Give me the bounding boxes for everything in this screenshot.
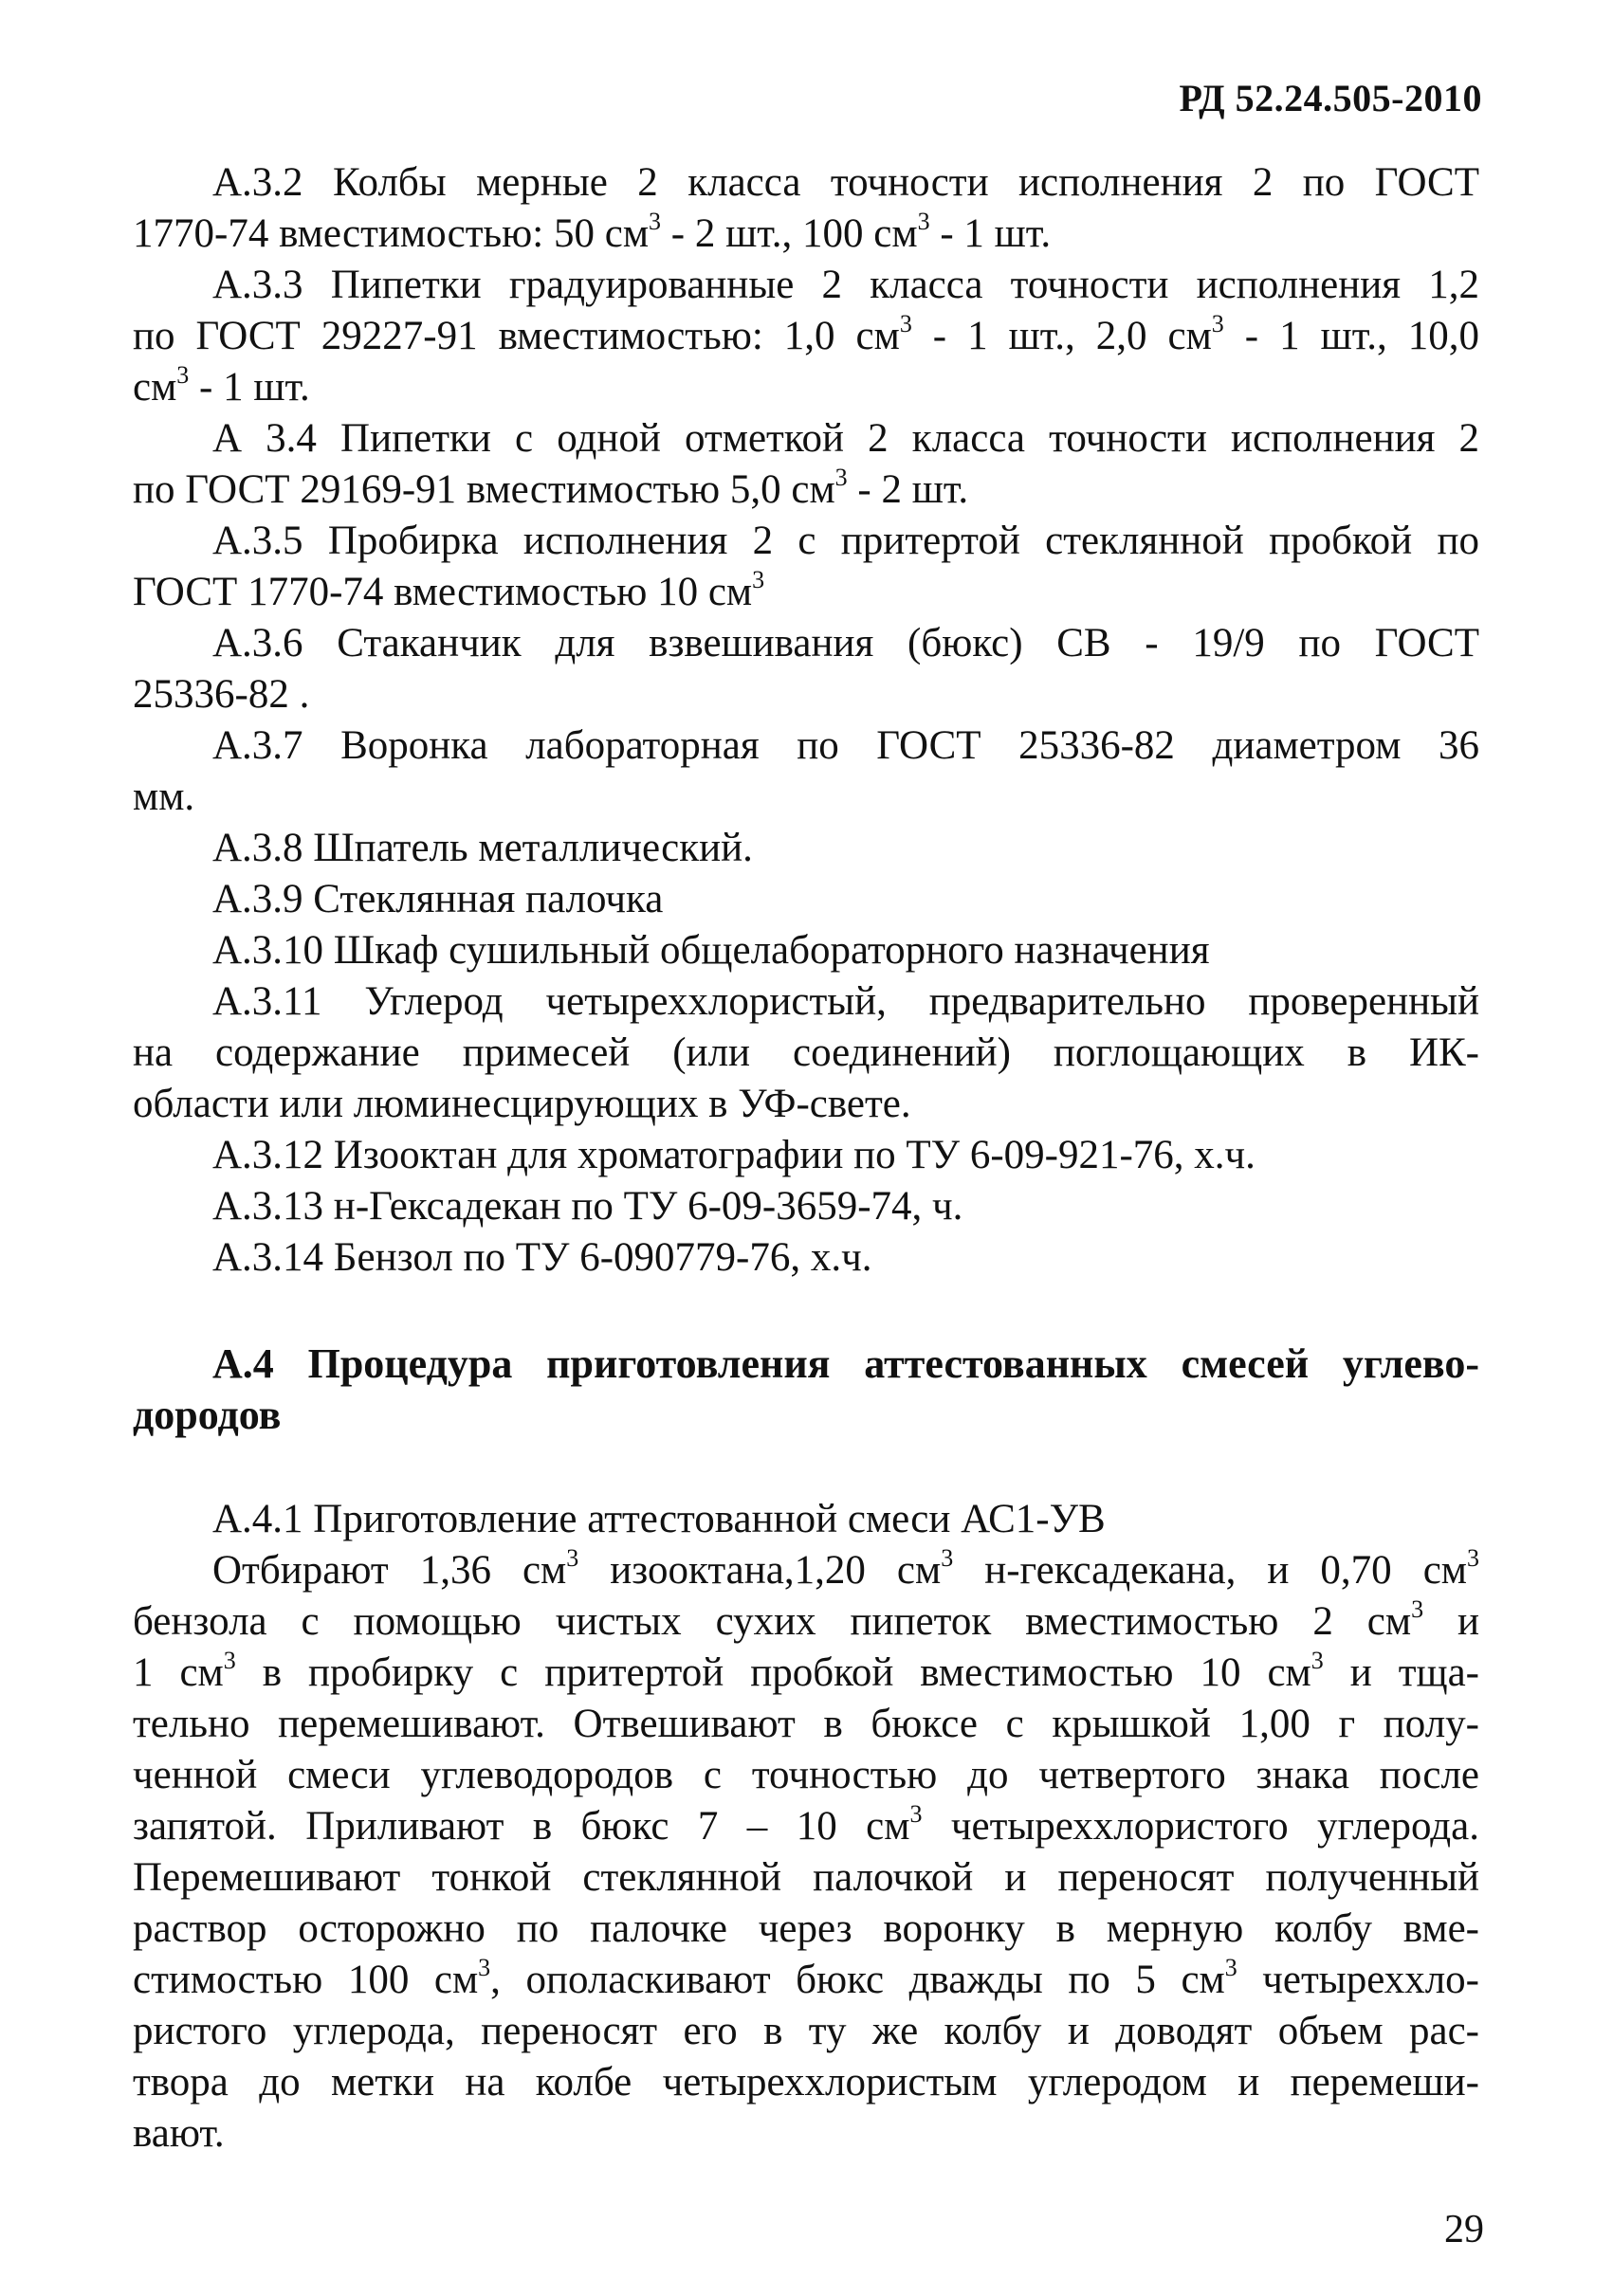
page-number: 29 <box>1444 2208 1484 2251</box>
text-line: по ГОСТ 29169-91 вместимостью 5,0 $см^3 - 2$ шт. <box>133 464 969 512</box>
text-line: А.3.7 Воронка лабораторная по ГОСТ 25336-82 диаметром 36 <box>212 723 1479 768</box>
text-line: запятой. Приливают в бюкс 7 – 10 $см^3$ четыреххлористого углерода. <box>133 1800 1480 1849</box>
list-item <box>133 260 1479 413</box>
text-line: стимостью 100 $см^3$, ополаскивают бюкс дважды по 5 $см^3$ четыреххло- <box>133 1954 1479 2002</box>
text-line: А.3.10 Шкаф сушильный общелабораторного назначения <box>212 928 1210 973</box>
list-item <box>133 1232 1479 1284</box>
equipment-list <box>133 157 1479 1284</box>
text-line: ристого углерода, переносят его в ту же колбу и доводят объем рас- <box>133 2009 1479 2053</box>
text-line: области или люминесцирующих в УФ-свете. <box>133 1082 911 1126</box>
text-line: 1 $см^3$ в пробирку с притертой пробкой вместимостью 10 $см^3$ и тща- <box>133 1647 1479 1695</box>
list-item <box>133 1181 1479 1232</box>
text-line: Перемешивают тонкой стеклянной палочкой и переносят полученный <box>133 1855 1479 1900</box>
text-line: $см^3 - 1$ шт. <box>133 361 310 410</box>
text-line: бензола с помощью чистых сухих пипеток вместимостью 2 $см^3$ и <box>133 1595 1480 1644</box>
heading-line: А.4 Процедура приготовления аттестованных смесей углево- <box>212 1340 1479 1387</box>
text-line: 1770-74 вместимостью: 50 $см^3 - 2$ шт., 100 $см^3 - 1$ шт. <box>133 208 1052 256</box>
text-line: А.3.2 Колбы мерные 2 класса точности исполнения 2 по ГОСТ <box>212 160 1479 205</box>
text-line: А.3.5 Пробирка исполнения 2 с притертой стеклянной пробкой по <box>212 519 1479 563</box>
text-line: раствор осторожно по палочке через воронку в мерную колбу вме- <box>133 1906 1479 1951</box>
text-line: 25336-82 . <box>133 672 310 717</box>
text-line: мм. <box>133 774 195 819</box>
text-line: А.3.11 Углерод четыреххлористый, предварительно проверенный <box>212 979 1479 1024</box>
text-line: тельно перемешивают. Отвешивают в бюксе с крышкой 1,00 г полу- <box>133 1702 1479 1746</box>
list-item <box>133 618 1479 720</box>
text-line: на содержание примесей (или соединений) поглощающих в ИК- <box>133 1030 1479 1075</box>
text-line: А.3.14 Бензол по ТУ 6-090779-76, х.ч. <box>212 1235 872 1280</box>
document-code: РД 52.24.505-2010 <box>1179 77 1482 119</box>
text-line: А.3.8 Шпатель металлический. <box>212 826 753 870</box>
text-line: А 3.4 Пипетки с одной отметкой 2 класса точности исполнения 2 <box>212 416 1479 461</box>
procedure-paragraph <box>133 1494 1479 2159</box>
text-line: ГОСТ 1770-74 вместимостью 10 $см^3$ <box>133 566 765 614</box>
section-heading <box>133 1339 1479 1441</box>
list-item <box>133 157 1479 260</box>
text-line: А.3.12 Изооктан для хроматографии по ТУ 6-09-921-76, х.ч. <box>212 1133 1256 1177</box>
text-line: А.3.13 н-Гексадекан по ТУ 6-09-3659-74, ч. <box>212 1184 963 1229</box>
list-item <box>133 720 1479 823</box>
text-line: А.3.6 Стаканчик для взвешивания (бюкс) СВ - 19/9 по ГОСТ <box>212 621 1479 665</box>
list-item <box>133 925 1479 976</box>
heading-line: дородов <box>133 1392 282 1438</box>
text-line: А.3.3 Пипетки градуированные 2 класса точности исполнения 1,2 <box>212 263 1479 307</box>
list-item <box>133 413 1479 516</box>
list-item <box>133 1130 1479 1181</box>
list-item <box>133 874 1479 925</box>
subheading: А.4.1 Приготовление аттестованной смеси АС1-УВ <box>212 1497 1106 1541</box>
list-item <box>133 976 1479 1130</box>
text-line: вают. <box>133 2111 225 2156</box>
list-item <box>133 823 1479 874</box>
text-line: по ГОСТ 29227-91 вместимостью: 1,0 $см^3 - 1$ шт., 2,0 $см^3 - 1$ шт., 10,0 <box>133 310 1479 358</box>
text-line: твора до метки на колбе четыреххлористым углеродом и перемеши- <box>133 2060 1479 2105</box>
text-line: ченной смеси углеводородов с точностью до четвертого знака после <box>133 1753 1479 1797</box>
text-line: А.3.9 Стеклянная палочка <box>212 877 664 921</box>
text-line: Отбирают 1,36 $см^3$ изооктана,1,20 $см^3$ н-гексадекана, и 0,70 $см^3$ <box>212 1544 1479 1593</box>
list-item <box>133 516 1479 618</box>
